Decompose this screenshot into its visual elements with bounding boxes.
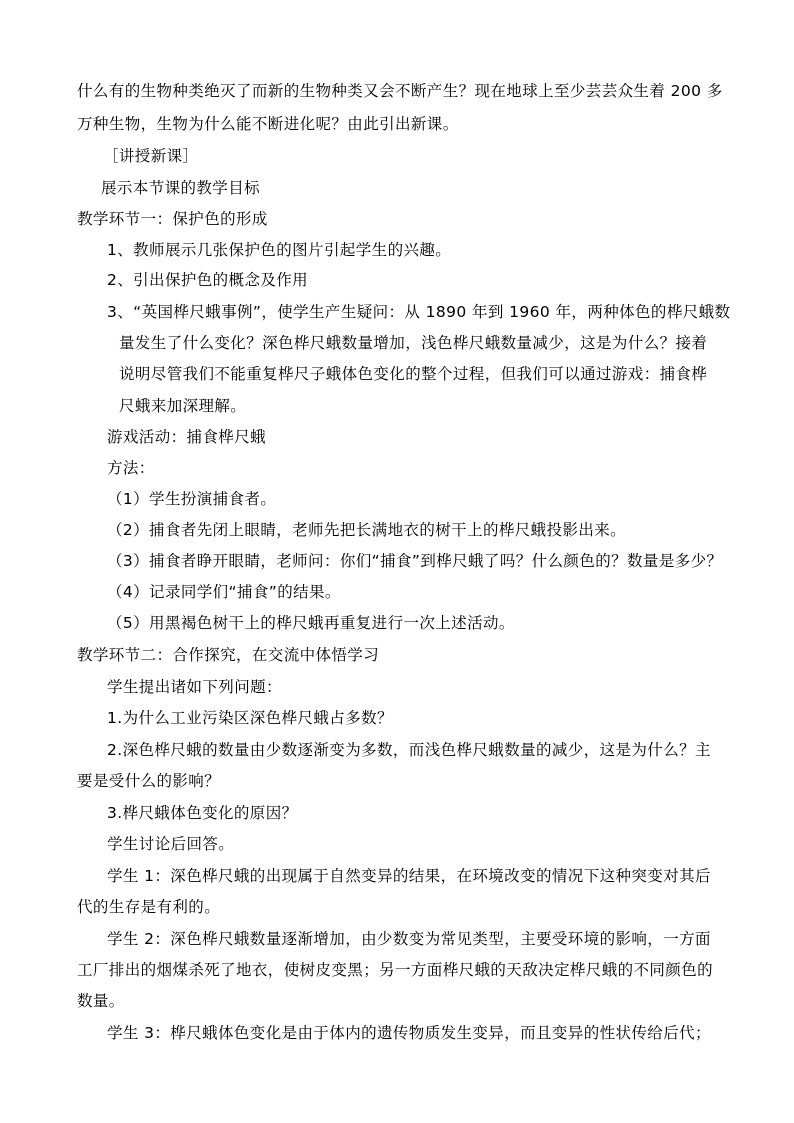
list-item: 1、教师展示几张保护色的图片引起学生的兴趣。 [107, 241, 452, 259]
text-line: 学生 1：深色桦尺蛾的出现属于自然变异的结果，在环境改变的情况下这种突变对其后 [107, 867, 711, 885]
list-item: （4）记录同学们“捕食”的结果。 [107, 583, 341, 601]
text-line: 学生提出诸如下列问题： [107, 678, 282, 696]
text-line: 学生 2：深色桦尺蛾数量逐渐增加，由少数变为常见类型，主要受环境的影响，一方面 [107, 930, 711, 948]
list-item: 2.深色桦尺蛾的数量由少数逐渐变为多数，而浅色桦尺蛾数量的减少，这是为什么？主 [107, 741, 711, 759]
text-line: 学生 3：桦尺蛾体色变化是由于体内的遗传物质发生变异，而且变异的性状传给后代； [107, 1024, 711, 1042]
list-item: （5）用黑褐色树干上的桦尺蛾再重复进行一次上述活动。 [107, 614, 515, 632]
list-item: （2）捕食者先闭上眼睛，老师先把长满地衣的树干上的桦尺蛾投影出来。 [107, 521, 627, 539]
text-line: 方法： [107, 459, 155, 477]
text-line: 要是受什么的影响？ [77, 772, 221, 790]
list-item: （1）学生扮演捕食者。 [107, 490, 277, 508]
text-line: 说明尽管我们不能重复桦尺子蛾体色变化的整个过程，但我们可以通过游戏：捕食桦 [119, 365, 708, 383]
text-line: 数量。 [77, 992, 125, 1010]
text-line: 学生讨论后回答。 [107, 835, 235, 853]
text-line: 代的生存是有利的。 [77, 898, 221, 916]
text-line: 游戏活动：捕食桦尺蛾 [107, 428, 267, 446]
text-line: 万种生物，生物为什么能不断进化呢？由此引出新课。 [77, 115, 459, 133]
list-item: 3、“英国桦尺蛾事例”，使学生产生疑问：从 1890 年到 1960 年，两种体色的桦尺蛾数 [107, 303, 731, 321]
list-item: 3.桦尺蛾体色变化的原因？ [107, 804, 298, 822]
section-marker: ［讲授新课］ [103, 147, 199, 165]
text-line: 工厂排出的烟煤杀死了地衣，使树皮变黑；另一方面桦尺蛾的天敌决定桦尺蛾的不同颜色的 [77, 961, 714, 979]
list-item: 1.为什么工业污染区深色桦尺蛾占多数？ [107, 709, 393, 727]
list-item: （3）捕食者睁开眼睛，老师问：你们“捕食”到桦尺蛾了吗？什么颜色的？数量是多少？ [107, 552, 723, 570]
section-heading: 教学环节二：合作探究，在交流中体悟学习 [77, 646, 380, 664]
text-line: 量发生了什么变化？深色桦尺蛾数量增加，浅色桦尺蛾数量减少，这是为什么？接着 [119, 334, 708, 352]
text-line: 什么有的生物种类绝灭了而新的生物种类又会不断产生？现在地球上至少芸芸众生着 200 多 [77, 82, 723, 100]
text-line: 展示本节课的教学目标 [101, 179, 261, 197]
text-line: 尺蛾来加深理解。 [119, 397, 247, 415]
list-item: 2、引出保护色的概念及作用 [107, 271, 309, 289]
section-heading: 教学环节一：保护色的形成 [77, 210, 268, 228]
